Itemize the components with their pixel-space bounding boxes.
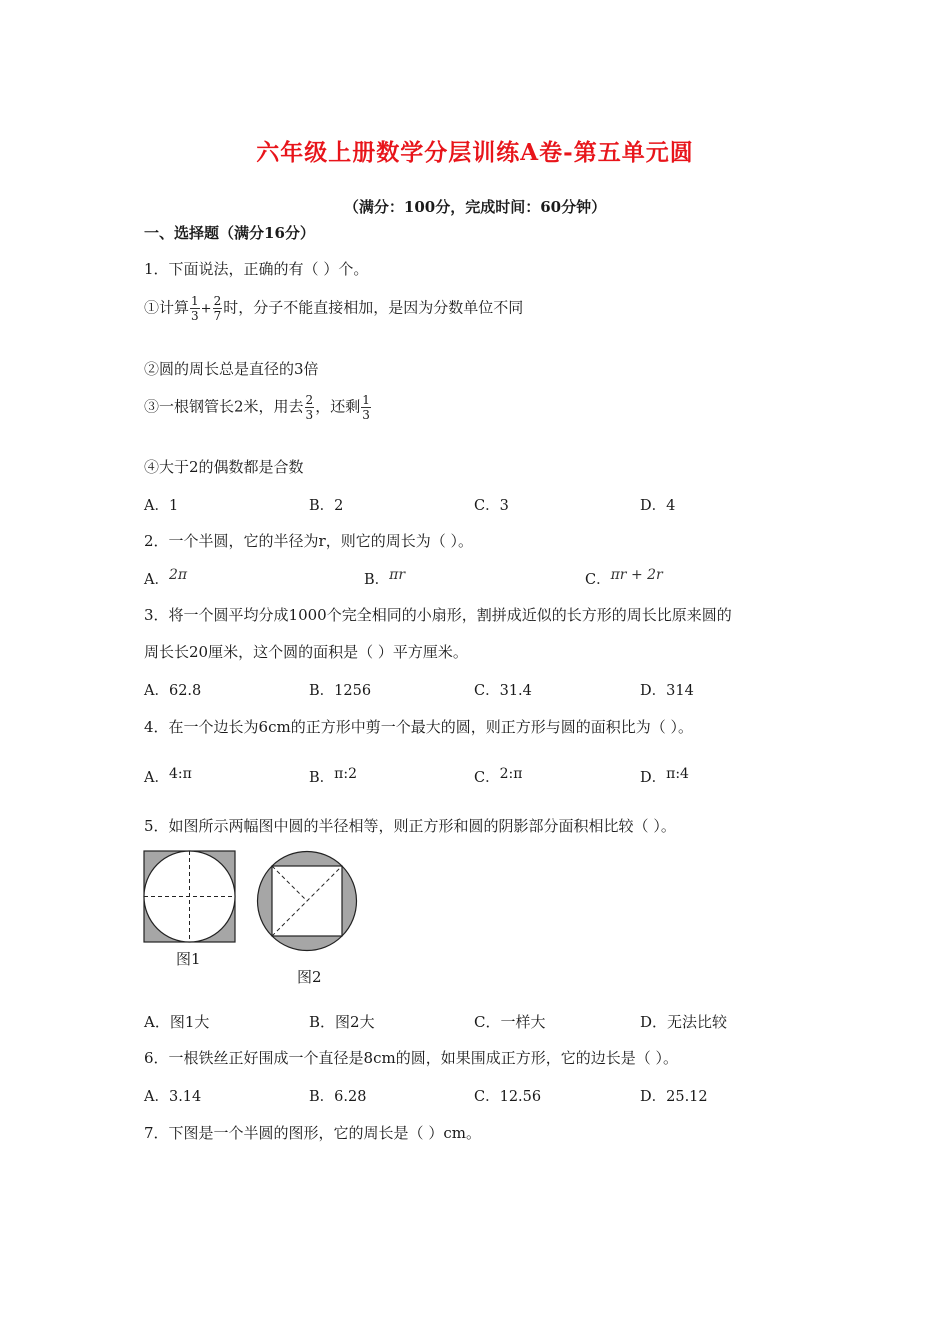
q4-option-c[interactable] (474, 766, 522, 787)
figure-1-label: 图1 (176, 950, 201, 968)
q2-option-a[interactable] (144, 568, 187, 589)
option-letter: C． (474, 770, 500, 786)
q4-option-a[interactable] (144, 766, 192, 787)
q2-stem: 2．一个半圆，它的半径为r，则它的周长为（ ）。 (144, 532, 473, 550)
q4-option-d[interactable] (640, 766, 689, 787)
option-letter: A． (144, 572, 169, 588)
q3-option-d[interactable]: D．314 (640, 683, 694, 699)
fraction (213, 294, 223, 323)
q6-option-d[interactable]: D．25.12 (640, 1089, 708, 1105)
q1-stem: 1．下面说法，正确的有（ ）个。 (144, 260, 369, 278)
q4-stem: 4．在一个边长为6cm的正方形中剪一个最大的圆，则正方形与圆的面积比为（ ）。 (144, 718, 693, 736)
option-letter: B． (364, 572, 390, 588)
q5-option-a[interactable]: A．图1大 (144, 1013, 210, 1031)
q1-option-a[interactable]: A．1 (144, 498, 179, 514)
math-expression: πr (389, 567, 406, 583)
q1-option-b[interactable]: B．2 (309, 498, 344, 514)
q5-stem: 5．如图所示两幅图中圆的半径相等，则正方形和圆的阴影部分面积相比较（ ）。 (144, 817, 676, 835)
q2-option-c[interactable] (585, 568, 663, 589)
fraction (190, 294, 200, 323)
fraction (361, 393, 371, 422)
option-letter: C． (585, 572, 611, 588)
q1-s3-middle: ，还剩 (315, 397, 361, 416)
plus-sign: + (200, 301, 212, 317)
fraction (305, 393, 315, 422)
figure-1-diagram (143, 850, 236, 943)
math-expression: 2π (168, 567, 188, 583)
q3-option-b[interactable]: B．1256 (309, 683, 372, 699)
math-expression: 4:π (168, 766, 192, 782)
denominator: 3 (362, 408, 370, 422)
q7-stem: 7．下图是一个半圆的图形，它的周长是（ ）cm。 (144, 1124, 481, 1142)
q1-statement-2: ②圆的周长总是直径的3倍 (144, 360, 319, 378)
denominator: 3 (191, 309, 199, 323)
q5-option-b[interactable]: B．图2大 (309, 1013, 375, 1031)
q3-option-c[interactable]: C．31.4 (474, 683, 532, 699)
q1-option-c[interactable]: C．3 (474, 498, 509, 514)
q6-option-c[interactable]: C．12.56 (474, 1089, 542, 1105)
q4-option-b[interactable] (309, 766, 357, 787)
option-letter: B． (309, 770, 335, 786)
q6-option-a[interactable]: A．3.14 (144, 1089, 202, 1105)
denominator: 3 (305, 408, 314, 422)
figure-2-label: 图2 (297, 968, 322, 986)
math-expression: 2:π (499, 766, 523, 782)
q1-s1-prefix: ①计算 (144, 298, 190, 317)
numerator: 1 (362, 393, 370, 407)
option-letter: A． (144, 770, 169, 786)
numerator: 2 (213, 294, 222, 308)
option-letter: D． (640, 770, 667, 786)
q3-stem-line2: 周长长20厘米，这个圆的面积是（ ）平方厘米。 (144, 643, 468, 661)
q1-s3-prefix: ③一根钢管长2米，用去 (144, 397, 304, 416)
q1-statement-4: ④大于2的偶数都是合数 (144, 458, 304, 476)
denominator: 7 (213, 309, 222, 323)
figure-2-diagram (256, 850, 358, 952)
q3-option-a[interactable]: A．62.8 (144, 683, 202, 699)
page-title: 六年级上册数学分层训练A卷-第五单元圆 (256, 139, 694, 166)
math-expression: π:4 (666, 766, 689, 782)
q6-stem: 6．一根铁丝正好围成一个直径是8cm的圆，如果围成正方形，它的边长是（ ）。 (144, 1049, 678, 1067)
numerator: 1 (191, 294, 199, 308)
math-expression: π:2 (334, 766, 357, 782)
q5-option-c[interactable]: C．一样大 (474, 1013, 546, 1031)
exam-info: （满分：100分，完成时间：60分钟） (343, 198, 607, 216)
q3-stem-line1: 3．将一个圆平均分成1000个完全相同的小扇形，割拼成近似的长方形的周长比原来圆的 (144, 606, 732, 624)
q5-option-d[interactable]: D．无法比较 (640, 1013, 728, 1031)
q6-option-b[interactable]: B．6.28 (309, 1089, 367, 1105)
q1-s1-suffix: 时，分子不能直接相加，是因为分数单位不同 (223, 298, 524, 317)
numerator: 2 (305, 393, 314, 407)
q1-statement-3 (144, 393, 372, 422)
q2-option-b[interactable] (364, 568, 405, 589)
q1-option-d[interactable]: D．4 (640, 498, 676, 514)
section-heading: 一、选择题（满分16分） (144, 224, 315, 242)
math-expression: πr + 2r (610, 567, 663, 583)
q1-statement-1 (144, 294, 523, 323)
